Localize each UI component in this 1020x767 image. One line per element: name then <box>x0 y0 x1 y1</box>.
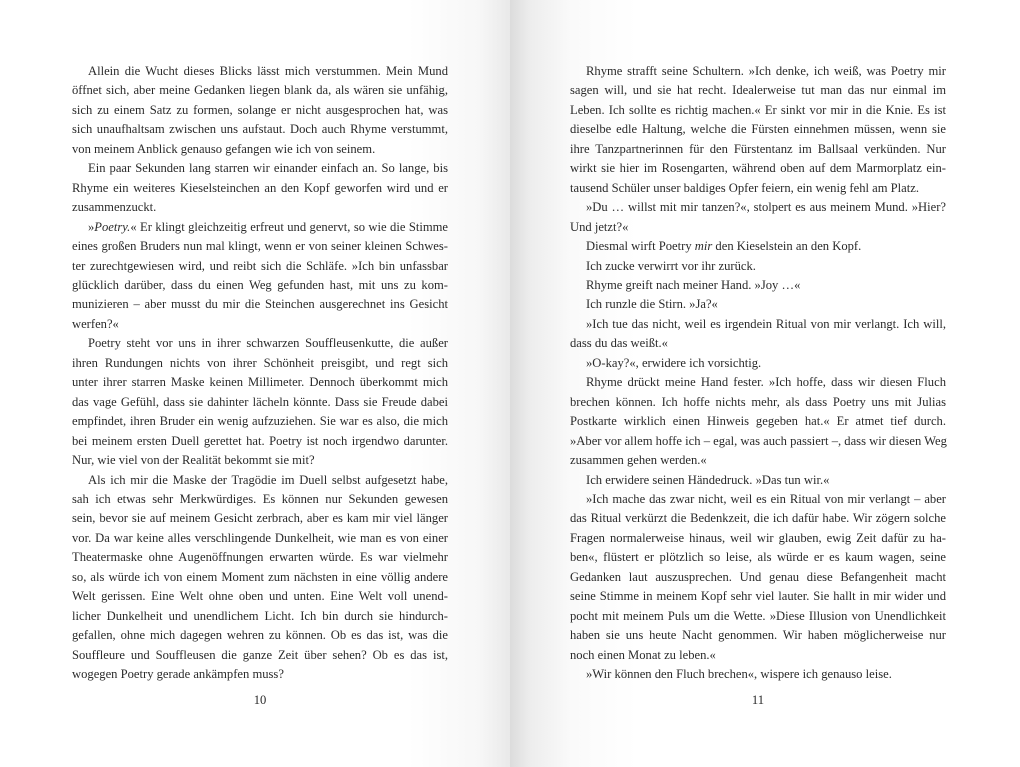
text-line: Fragen normalerweise hinaus, weil wir glauben, ewig Zeit dafür zu ha- <box>570 530 946 545</box>
text-line: Poetry steht vor uns in ihrer schwarzen Souffleusenkutte, die außer <box>88 336 448 351</box>
text-line: eines großen Bruders nun mal klingt, wenn er von seiner kleinen Schwes- <box>72 239 448 254</box>
left-page-text <box>72 62 448 685</box>
text-line: Souffleure und Souffleusen die ganze Zeit über sehen? Ob es das ist, <box>72 647 448 662</box>
text-line: Leben. Ich sollte es richtig machen.« Er sinkt vor mir in die Knie. Es ist <box>570 102 946 117</box>
text-line: öffnet sich, aber meine Gedanken liegen blank da, als wären sie unfähig, <box>72 83 448 98</box>
text-line: »Wir können den Fluch brechen«, wispere ich genauso leise. <box>586 667 892 682</box>
paragraph <box>72 218 448 335</box>
paragraph <box>570 257 946 276</box>
text-line: Ich zucke verwirrt vor ihr zurück. <box>586 258 756 273</box>
text-line: »Poetry.« Er klingt gleichzeitig erfreut und genervt, so wie die Stimme <box>88 219 448 234</box>
text-line: sein, bevor sie auf meinem Gesicht zerbrach, aber es kam mir viel länger <box>72 511 448 526</box>
text-line: unter ihrer starren Maske keinen Millimeter. Dennoch überkommt mich <box>72 375 448 390</box>
text-line: Allein die Wucht dieses Blicks lässt mich verstummen. Mein Mund <box>88 64 448 78</box>
text-line: Diesmal wirft Poetry mir den Kieselstein an den Kopf. <box>586 239 862 254</box>
right-page <box>510 0 1020 767</box>
text-line: Nur, wie viel von der Realität bekommt sie mit? <box>72 453 315 468</box>
text-line: ihre Tanzpartnerinnen für den Fürstentanz im Ballsaal verkünden. Nur <box>570 141 946 156</box>
paragraph <box>570 665 946 684</box>
paragraph <box>570 237 946 256</box>
text-line: Ein paar Sekunden lang starren wir einander einfach an. So lange, bis <box>88 161 448 176</box>
right-page-text <box>570 62 946 685</box>
left-page-number: 10 <box>253 693 267 707</box>
text-line: wirkt sie hier im Rosengarten, während oben auf dem Marmorplatz ein- <box>570 161 946 176</box>
text-line: gefallen, ohne mich dagegen wehren zu können. Ob es das ist, was die <box>72 628 448 643</box>
text-line: »Aber vor allem hoffe ich – egal, was auch passiert –, dass wir diesen Weg <box>570 433 947 448</box>
text-line: ter zurechtgewiesen wird, und reibt sich die Schläfe. »Ich bin unfassbar <box>72 258 448 273</box>
text-line: licher Dunkelheit und unendlichem Licht. Ich bin durch sie hindurch- <box>72 608 448 623</box>
text-line: Rhyme ein weiteres Kieselsteinchen an den Kopf geworfen wird und er <box>72 180 448 195</box>
right-page-number: 11 <box>751 693 765 707</box>
text-line: »O-kay?«, erwidere ich vorsichtig. <box>586 355 762 370</box>
text-line: so, als würde ich von einem Moment zum nächsten in eine völlig andere <box>72 569 448 584</box>
paragraph <box>570 295 946 314</box>
text-line: Und jetzt?« <box>570 219 629 234</box>
text-line: »Ich tue das nicht, weil es irgendein Ritual von mir verlangt. Ich will, <box>586 316 946 331</box>
text-line: »Du … willst mit mir tanzen?«, stolpert es aus meinem Mund. »Hier? <box>586 200 946 215</box>
paragraph <box>570 373 946 470</box>
text-line: ihren Rundungen nichts von ihrer Schönheit preisgibt, und regt sich <box>72 355 448 370</box>
text-line: zusammen gehen werden.« <box>570 453 707 468</box>
text-line: pocht mit meinem Puls um die Wette. »Diese Illusion von Unendlichkeit <box>570 608 946 623</box>
text-line: tausend Schüler unser baldiges Opfer feiern, ein wenig fehl am Platz. <box>570 180 920 195</box>
text-line: dass du das weißt.« <box>570 336 668 351</box>
text-line: Gedanken laut auszusprechen. Und genau diese Befangenheit macht <box>570 569 946 584</box>
paragraph <box>72 334 448 470</box>
paragraph <box>72 471 448 685</box>
paragraph <box>570 354 946 373</box>
text-line: glücklich darüber, dass du einen Weg gefunden hast, mit uns zu kom- <box>72 277 448 292</box>
text-line: Welt gerissen. Eine Welt ohne oben und unten. Eine Welt voll unend- <box>72 589 448 604</box>
text-line: brechen können. Ich hoffe nichts mehr, als dass Poetry uns mit Julias <box>570 394 946 409</box>
text-line: vor. Da war keine alles verschlingende Dunkelheit, wie man es von einer <box>72 530 448 545</box>
text-line: Rhyme greift nach meiner Hand. »Joy …« <box>586 277 801 292</box>
text-line: werfen?« <box>72 316 119 331</box>
text-line: Postkarte wirklich einen Hinweis gegeben hat.« Er atmet tief durch. <box>570 414 946 429</box>
text-line: sich unaufhaltsam zwischen uns aufstaut. Doch auch Rhyme verstummt, <box>72 122 448 137</box>
paragraph <box>570 471 946 490</box>
text-line: bei meinem ersten Duell gerettet hat. Poetry ist noch irgendwo darunter. <box>72 433 448 448</box>
text-line: von meinem Anblick genauso gefangen wie ich von seinem. <box>72 141 376 156</box>
text-line: Ich runzle die Stirn. »Ja?« <box>586 297 718 312</box>
text-line: dieselbe edle Haltung, welche die Fürsten einnehmen müssen, wenn sie <box>570 122 946 137</box>
text-line: Rhyme strafft seine Schultern. »Ich denke, ich weiß, was Poetry mir <box>586 64 946 78</box>
paragraph <box>570 315 946 354</box>
text-line: das Ritual verkürzt die Bedenkzeit, die ich dafür habe. Wir zögern solche <box>570 511 946 526</box>
paragraph <box>570 62 946 198</box>
text-line: sagen will, und sie hat recht. Idealerweise tut man das nur einmal im <box>570 83 946 98</box>
paragraph <box>570 198 946 237</box>
text-line: empfindet, ihren Bruder ein wenig aufzuziehen. Sie war es also, die mich <box>72 414 448 429</box>
text-line: sich zu einem Satz zu formen, solange er nicht ausgesprochen hat, was <box>72 102 448 117</box>
text-line: Ich erwidere seinen Händedruck. »Das tun wir.« <box>586 472 830 487</box>
text-line: zusammenzuckt. <box>72 200 157 215</box>
text-line: Als ich mir die Maske der Tragödie im Duell selbst aufgesetzt habe, <box>88 472 448 487</box>
text-line: haben sie uns heute Nacht genommen. Wir haben möglicherweise nur <box>570 628 946 643</box>
paragraph <box>570 276 946 295</box>
text-line: »Ich mache das zwar nicht, weil es ein Ritual von mir verlangt – aber <box>586 491 946 506</box>
text-line: wogegen Poetry gerade ankämpfen muss? <box>72 667 284 682</box>
paragraph <box>72 62 448 159</box>
text-line: seine Stimme in meinem Kopf sehr viel lauter. Sie hallt in mir wider und <box>570 589 946 604</box>
text-line: Theatermaske ohne Augenöffnungen erwarten würde. Es war vielmehr <box>72 550 448 565</box>
text-line: sah ich etwas sehr Merkwürdiges. Es können nur Sekunden gewesen <box>72 491 448 506</box>
text-line: Rhyme drückt meine Hand fester. »Ich hoffe, dass wir diesen Fluch <box>586 375 946 390</box>
text-line: ben«, flüstert er plötzlich so leise, als würde er es kaum wagen, seine <box>570 550 946 565</box>
text-line: munizieren – aber musst du mir die Steinchen ausgerechnet ins Gesicht <box>72 297 448 312</box>
text-line: noch einen Monat zu leben.« <box>570 647 716 662</box>
paragraph <box>570 490 946 665</box>
text-line: das vage Gefühl, dass sie dahinter lächeln könnte. Dass sie Freude dabei <box>72 394 448 409</box>
paragraph <box>72 159 448 217</box>
